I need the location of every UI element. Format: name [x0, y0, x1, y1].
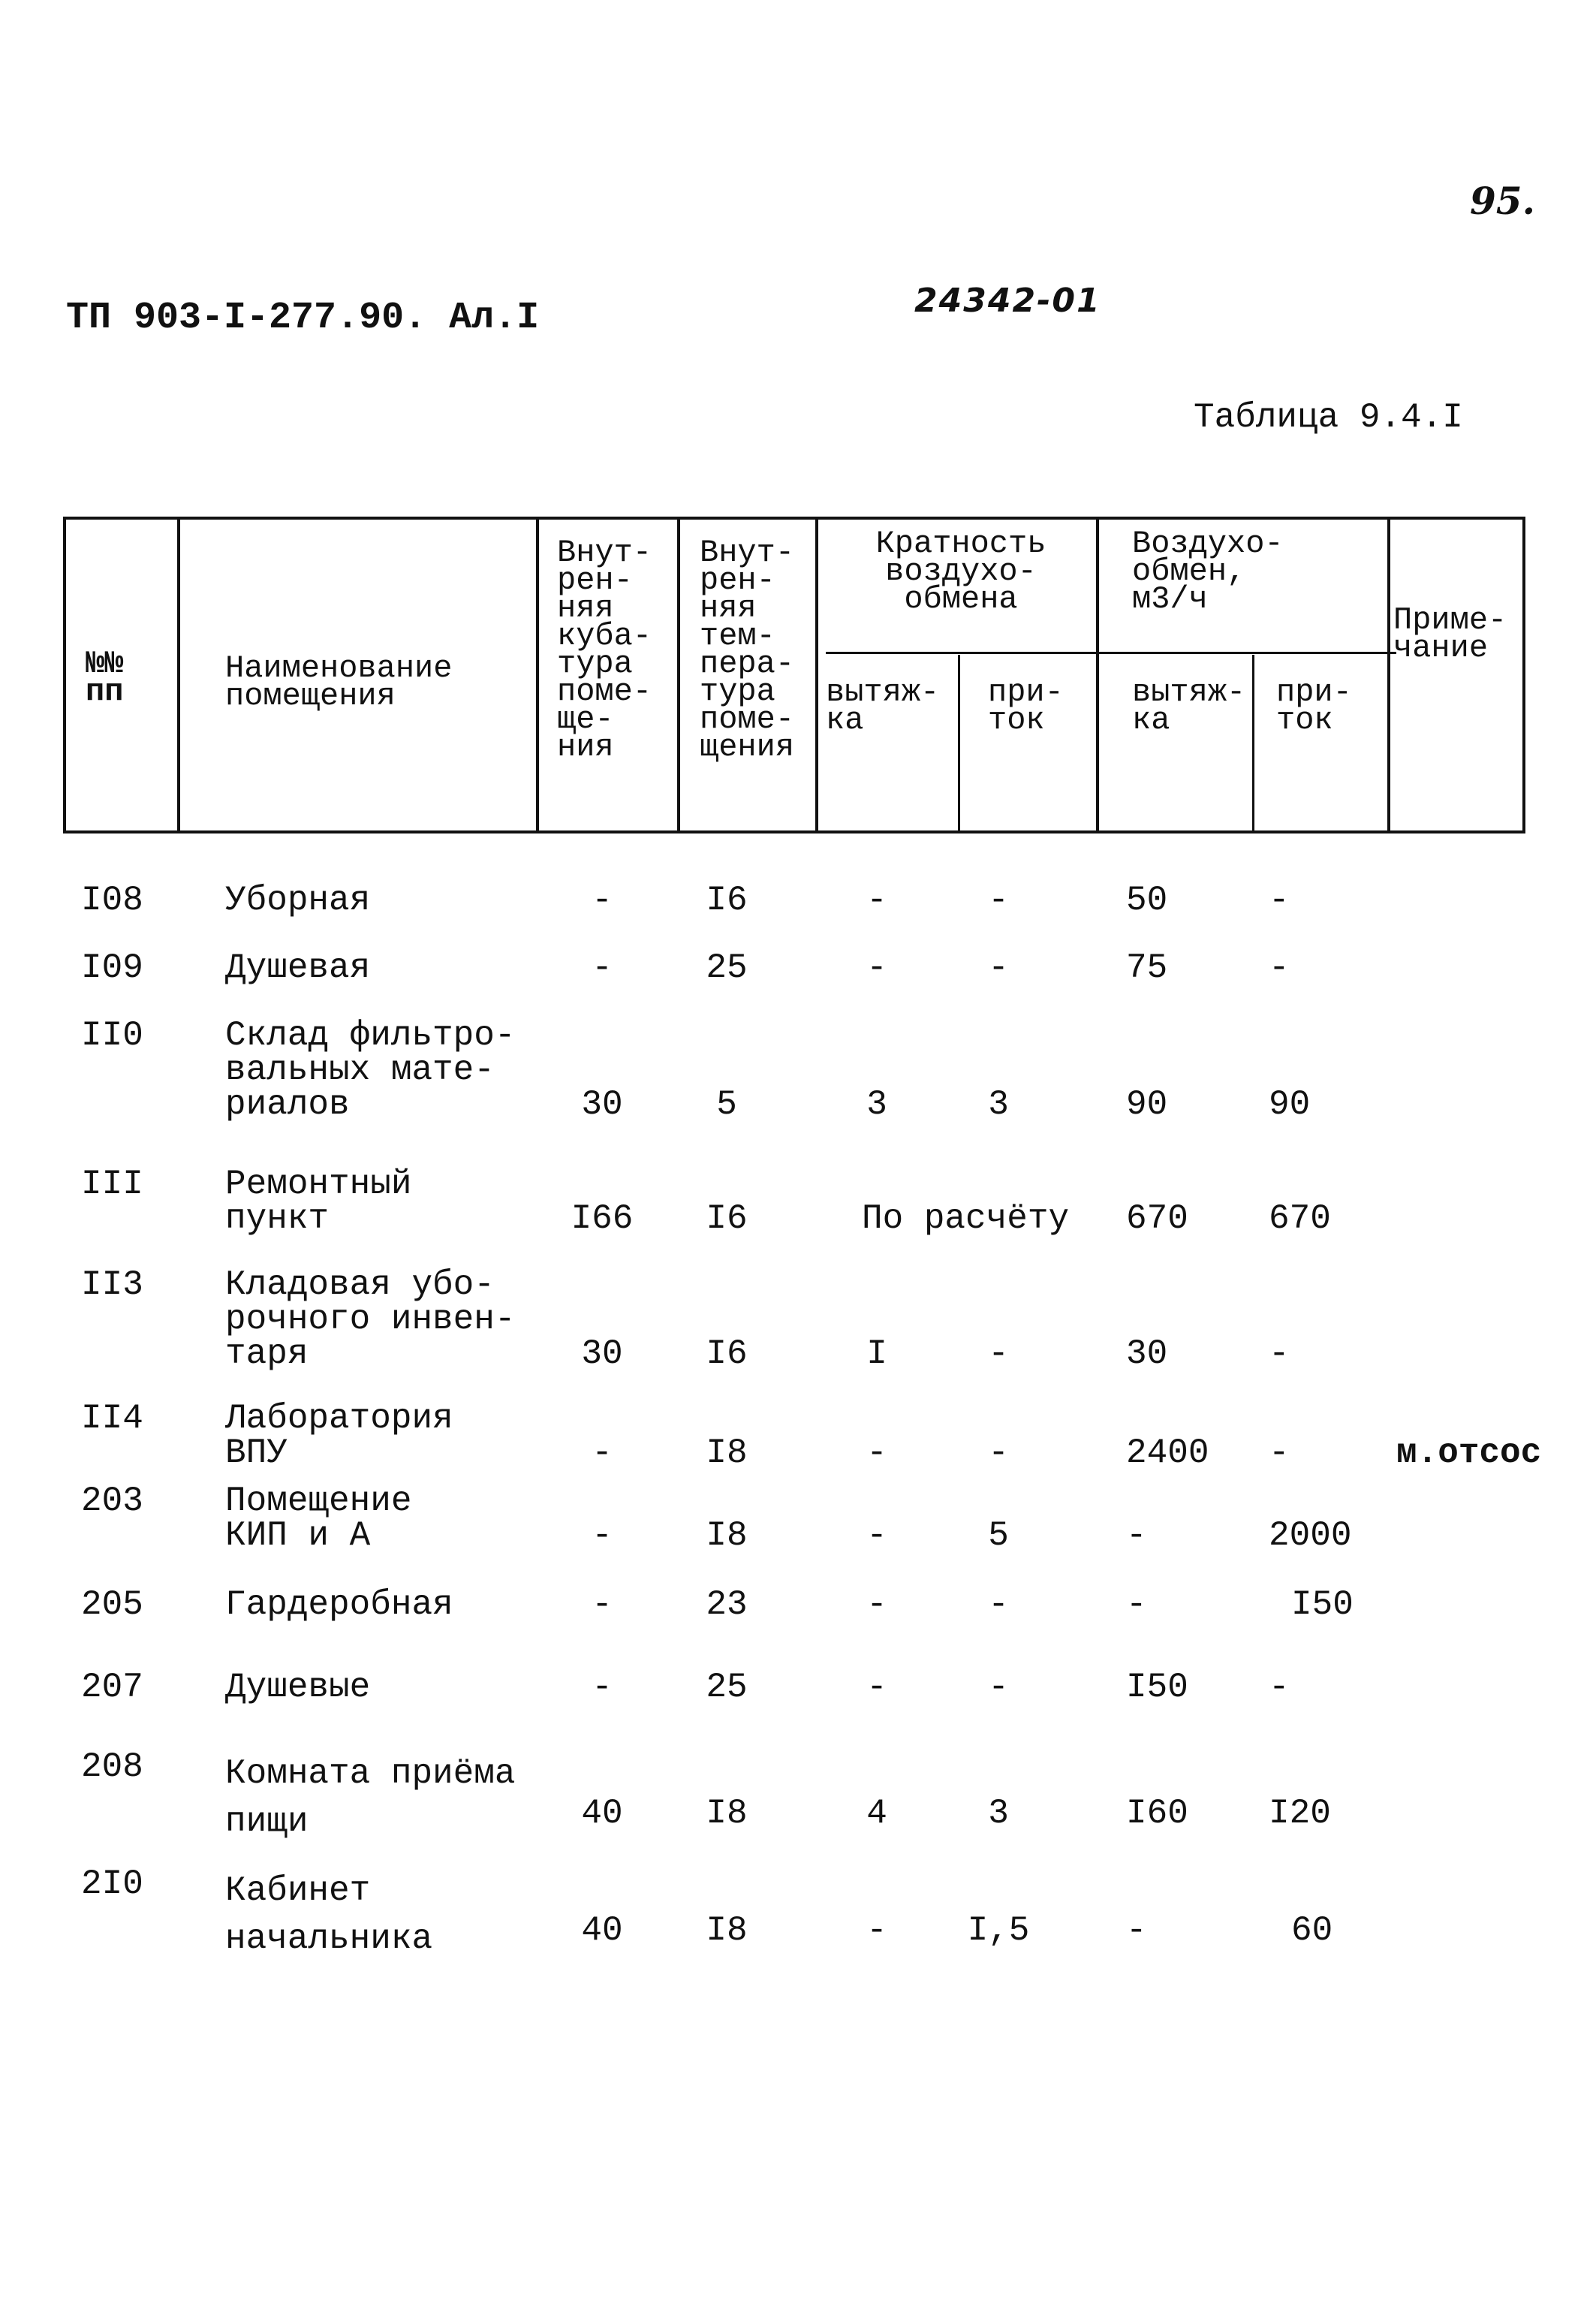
cell-airflow-exhaust: -	[1126, 1911, 1147, 1950]
cell-name: Склад фильтро- вальных мате- риалов	[225, 1016, 516, 1124]
cell-temperature: 5	[716, 1085, 737, 1124]
cell-temperature: I8	[706, 1794, 748, 1833]
cell-temperature: I8	[706, 1516, 748, 1555]
col-border-name	[536, 517, 539, 833]
header-note: Приме- чание	[1393, 602, 1507, 666]
cell-num: 203	[81, 1482, 143, 1521]
cell-airflow-exhaust: 75	[1126, 948, 1168, 987]
cell-multiplicity-inflow: -	[988, 948, 1009, 987]
cell-multiplicity-exhaust: -	[866, 1911, 887, 1950]
cell-volume: -	[592, 881, 613, 920]
cell-num: II3	[81, 1265, 143, 1304]
cell-multiplicity-inflow: -	[988, 1668, 1009, 1707]
cell-airflow-inflow: I50	[1291, 1585, 1354, 1624]
cell-volume: -	[592, 948, 613, 987]
document-code: ТП 903-I-277.90. Ал.I	[66, 297, 540, 339]
archive-number: 24342-01	[914, 282, 1101, 320]
col-border-temp	[815, 517, 818, 833]
cell-temperature: 23	[706, 1585, 748, 1624]
cell-airflow-inflow: -	[1269, 1334, 1290, 1373]
cell-multiplicity-exhaust: -	[866, 948, 887, 987]
cell-volume: 30	[581, 1085, 623, 1124]
cell-volume: -	[592, 1433, 613, 1473]
cell-multiplicity-exhaust: -	[866, 1585, 887, 1624]
cell-airflow-inflow: 60	[1291, 1911, 1333, 1950]
cell-name: Ремонтный пункт	[225, 1165, 412, 1238]
cell-airflow-inflow: 670	[1269, 1199, 1331, 1238]
cell-airflow-exhaust: 2400	[1126, 1433, 1209, 1473]
header-num: №№ пп	[86, 646, 124, 710]
cell-temperature: 25	[706, 948, 748, 987]
cell-volume: 40	[581, 1911, 623, 1950]
cell-num: III	[81, 1165, 143, 1204]
cell-airflow-inflow: -	[1269, 881, 1290, 920]
cell-multiplicity-exhaust: -	[866, 1668, 887, 1707]
cell-multiplicity-merged: По расчёту	[862, 1199, 1070, 1238]
cell-volume: -	[592, 1668, 613, 1707]
col-border-right	[1522, 517, 1525, 833]
cell-multiplicity-exhaust: -	[866, 1433, 887, 1473]
cell-multiplicity-inflow: -	[988, 881, 1009, 920]
col-border-num	[177, 517, 180, 833]
cell-temperature: I6	[706, 1199, 748, 1238]
cell-volume: -	[592, 1585, 613, 1624]
col-border-kex	[958, 655, 960, 833]
cell-temperature: I8	[706, 1433, 748, 1473]
cell-name: Душевые	[225, 1668, 371, 1707]
table-label: Таблица 9.4.I	[1194, 398, 1463, 437]
cell-airflow-inflow: I20	[1269, 1794, 1331, 1833]
header-airflow-inflow: при- ток	[1276, 674, 1352, 738]
cell-multiplicity-exhaust: -	[866, 1516, 887, 1555]
cell-airflow-inflow: 90	[1269, 1085, 1311, 1124]
cell-name: Кабинет начальника	[225, 1871, 433, 1958]
cell-airflow-exhaust: 670	[1126, 1199, 1188, 1238]
cell-temperature: 25	[706, 1668, 748, 1707]
cell-multiplicity-inflow: -	[988, 1334, 1009, 1373]
cell-temperature: I6	[706, 1334, 748, 1373]
header-multiplicity-exhaust: вытяж- ка	[826, 674, 940, 738]
cell-num: I09	[81, 948, 143, 987]
cell-volume: I66	[571, 1199, 634, 1238]
cell-airflow-exhaust: 90	[1126, 1085, 1168, 1124]
cell-name: Гардеробная	[225, 1585, 453, 1624]
cell-multiplicity-inflow: 3	[988, 1794, 1009, 1833]
cell-num: II0	[81, 1016, 143, 1055]
cell-name: Душевая	[225, 948, 371, 987]
cell-note: м.отсос	[1396, 1433, 1542, 1473]
col-border-volume	[677, 517, 680, 833]
cell-name: Помещение КИП и А	[225, 1482, 412, 1555]
cell-airflow-exhaust: -	[1126, 1516, 1147, 1555]
col-border-multiplicity	[1096, 517, 1099, 833]
cell-airflow-exhaust: -	[1126, 1585, 1147, 1624]
cell-volume: 30	[581, 1334, 623, 1373]
cell-multiplicity-exhaust: 3	[866, 1085, 887, 1124]
cell-airflow-inflow: -	[1269, 1433, 1290, 1473]
col-border-airflow	[1387, 517, 1390, 833]
cell-num: 205	[81, 1585, 143, 1624]
cell-num: II4	[81, 1399, 143, 1438]
cell-name: Лаборатория ВПУ	[225, 1399, 453, 1473]
airflow-subheader-line	[1104, 652, 1396, 654]
cell-volume: -	[592, 1516, 613, 1555]
cell-volume: 40	[581, 1794, 623, 1833]
header-temperature: Внут- рен- няя тем- пера- тура поме- щения	[700, 535, 795, 765]
cell-multiplicity-inflow: 5	[988, 1516, 1009, 1555]
cell-temperature: I6	[706, 881, 748, 920]
page-number: 95.	[1470, 179, 1535, 223]
cell-multiplicity-inflow: 3	[988, 1085, 1009, 1124]
multiplicity-subheader-line	[826, 652, 1104, 654]
cell-airflow-exhaust: 50	[1126, 881, 1168, 920]
header-name: Наименование помещения	[225, 650, 453, 714]
cell-airflow-exhaust: I50	[1126, 1668, 1188, 1707]
cell-multiplicity-inflow: I,5	[967, 1911, 1030, 1950]
cell-name: Кладовая убо- рочного инвен- таря	[225, 1265, 516, 1373]
cell-airflow-inflow: -	[1269, 948, 1290, 987]
col-border-left	[63, 517, 66, 833]
table-top-border	[63, 517, 1524, 520]
cell-name: Уборная	[225, 881, 371, 920]
cell-num: 208	[81, 1747, 143, 1786]
header-volume: Внут- рен- няя куба- тура поме- ще- ния	[557, 535, 652, 765]
cell-multiplicity-exhaust: I	[866, 1334, 887, 1373]
cell-airflow-inflow: 2000	[1269, 1516, 1352, 1555]
cell-name: Комната приёма пищи	[225, 1754, 516, 1841]
cell-num: I08	[81, 881, 143, 920]
header-multiplicity-inflow: при- ток	[988, 674, 1064, 738]
cell-airflow-exhaust: I60	[1126, 1794, 1188, 1833]
cell-multiplicity-exhaust: 4	[866, 1794, 887, 1833]
cell-airflow-exhaust: 30	[1126, 1334, 1168, 1373]
cell-num: 2I0	[81, 1864, 143, 1904]
cell-temperature: I8	[706, 1911, 748, 1950]
cell-num: 207	[81, 1668, 143, 1707]
header-airflow: Воздухо- обмен, м3/ч	[1132, 526, 1284, 617]
header-airflow-exhaust: вытяж- ка	[1132, 674, 1246, 738]
cell-multiplicity-inflow: -	[988, 1585, 1009, 1624]
cell-multiplicity-inflow: -	[988, 1433, 1009, 1473]
cell-airflow-inflow: -	[1269, 1668, 1290, 1707]
header-bottom-border	[63, 830, 1524, 833]
col-border-aex	[1252, 655, 1254, 833]
header-multiplicity: Кратность воздухо- обмена	[875, 526, 1046, 617]
cell-multiplicity-exhaust: -	[866, 881, 887, 920]
